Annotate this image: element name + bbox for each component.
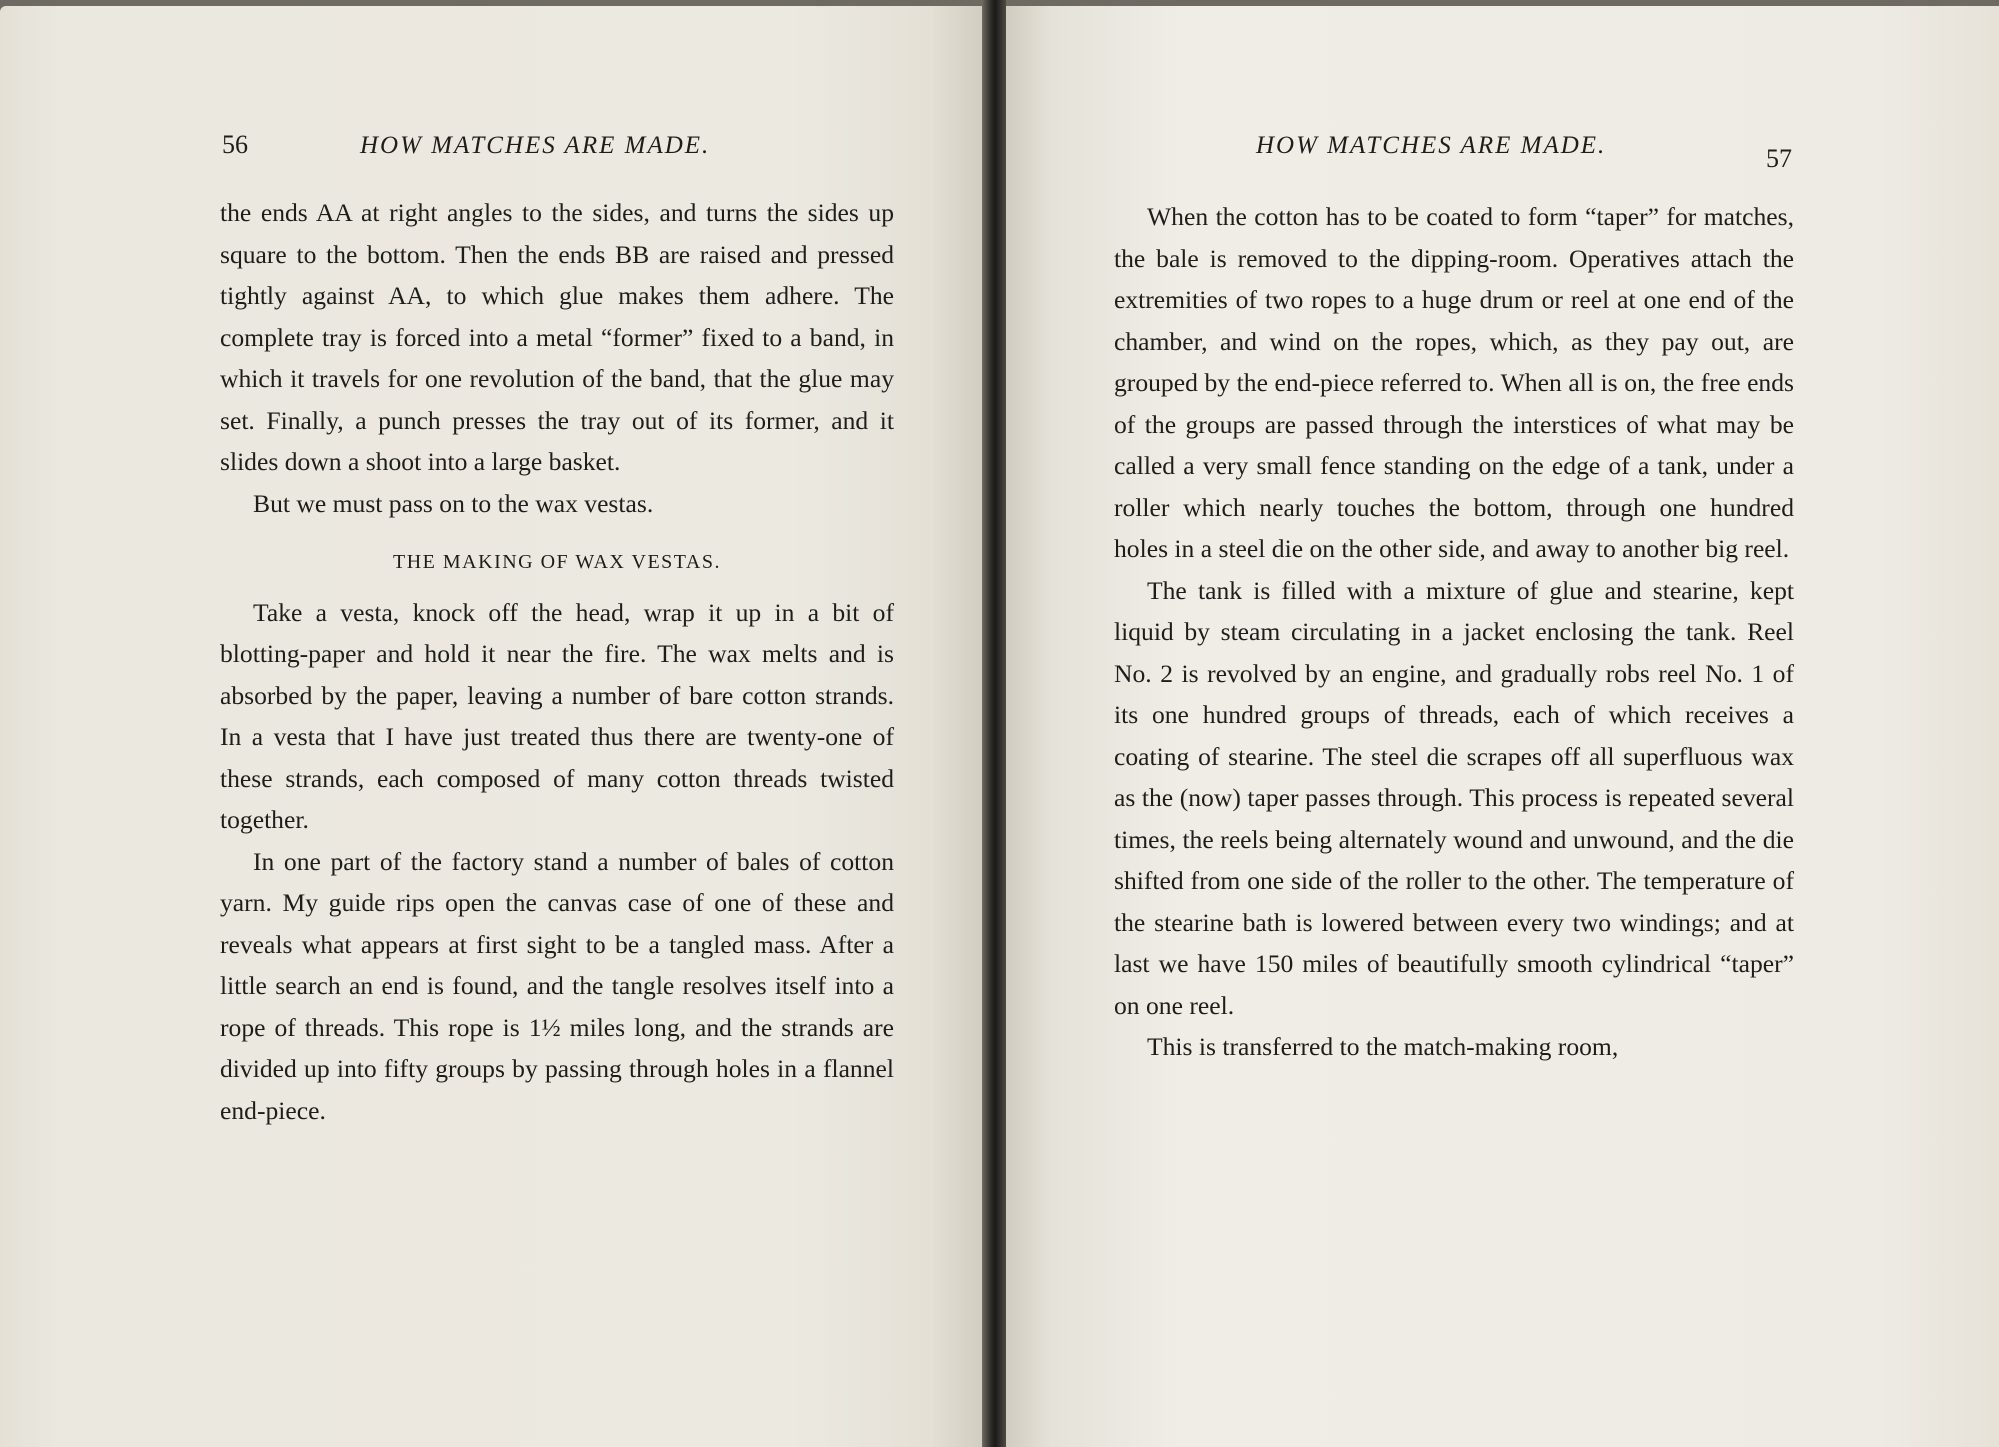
page-number: 57: [1766, 144, 1792, 173]
paragraph: Take a vesta, knock off the head, wrap it up in a bit of blotting-paper and hold it near the fire. The wax melts and is absorbed by the paper, leaving a number of bare cotton strands. In a vesta that I have just treated thus there are twenty-one of these strands, each composed of many cotton threads twisted together.: [220, 597, 894, 834]
body-text: [1114, 196, 1794, 1068]
left-page: [0, 6, 990, 1447]
running-head: HOW MATCHES ARE MADE.: [360, 132, 711, 159]
paragraph: In one part of the factory stand a number of bales of cotton yarn. My guide rips open the canvas case of one of these and reveals what appears at first sight to be a tangled mass. After a little search an end is found, and the tangle resolves itself into a rope of threads. This rope is 1½ miles long, and the strands are divided up into fifty groups by passing through holes in a flannel end-piece.: [220, 846, 894, 1125]
page-number: 56: [222, 130, 248, 159]
book-gutter: [982, 0, 1006, 1447]
paragraph: When the cotton has to be coated to form “taper” for matches, the bale is removed to the dipping-room. Operatives attach the extremities of two ropes to a huge drum or reel at one end of the chamber, and wind on the ropes, which, as they pay out, are grouped by the end-piece referred to. When all is on, the free ends of the groups are passed through the interstices of what may be called a very small fence standing on the edge of a tank, under a roller which nearly touches the bottom, through one hundred holes in a steel die on the other side, and away to another big reel.: [1114, 202, 1794, 563]
paragraph: The tank is filled with a mixture of glue and stearine, kept liquid by steam circulating in a jacket enclosing the tank. Reel No. 2 is revolved by an engine, and gradually robs reel No. 1 of its one hundred groups of threads, each of which receives a coating of stearine. The steel die scrapes off all superfluous wax as the (now) taper passes through. This process is repeated several times, the reels being alternately wound and unwound, and the die shifted from one side of the roller to the other. The temperature of the stearine bath is lowered between every two windings; and at last we have 150 miles of beautifully smooth cylindrical “taper” on one reel.: [1114, 575, 1794, 1020]
paragraph: But we must pass on to the wax vestas.: [253, 488, 654, 518]
paragraph: the ends AA at right angles to the sides, and turns the sides up square to the bottom. Then the ends BB are raised and pressed tightly against AA, to which glue makes them adhere. The complete tray is forced into a metal “former” fixed to a band, in which it travels for one revolution of the band, that the glue may set. Finally, a punch presses the tray out of its former, and it slides down a shoot into a large basket.: [220, 198, 894, 476]
section-heading: THE MAKING OF WAX VESTAS.: [393, 551, 721, 573]
right-page: [1002, 6, 1999, 1447]
running-head: HOW MATCHES ARE MADE.: [1256, 132, 1607, 159]
body-text: [220, 192, 894, 1131]
paragraph: This is transferred to the match-making room,: [1147, 1032, 1619, 1061]
